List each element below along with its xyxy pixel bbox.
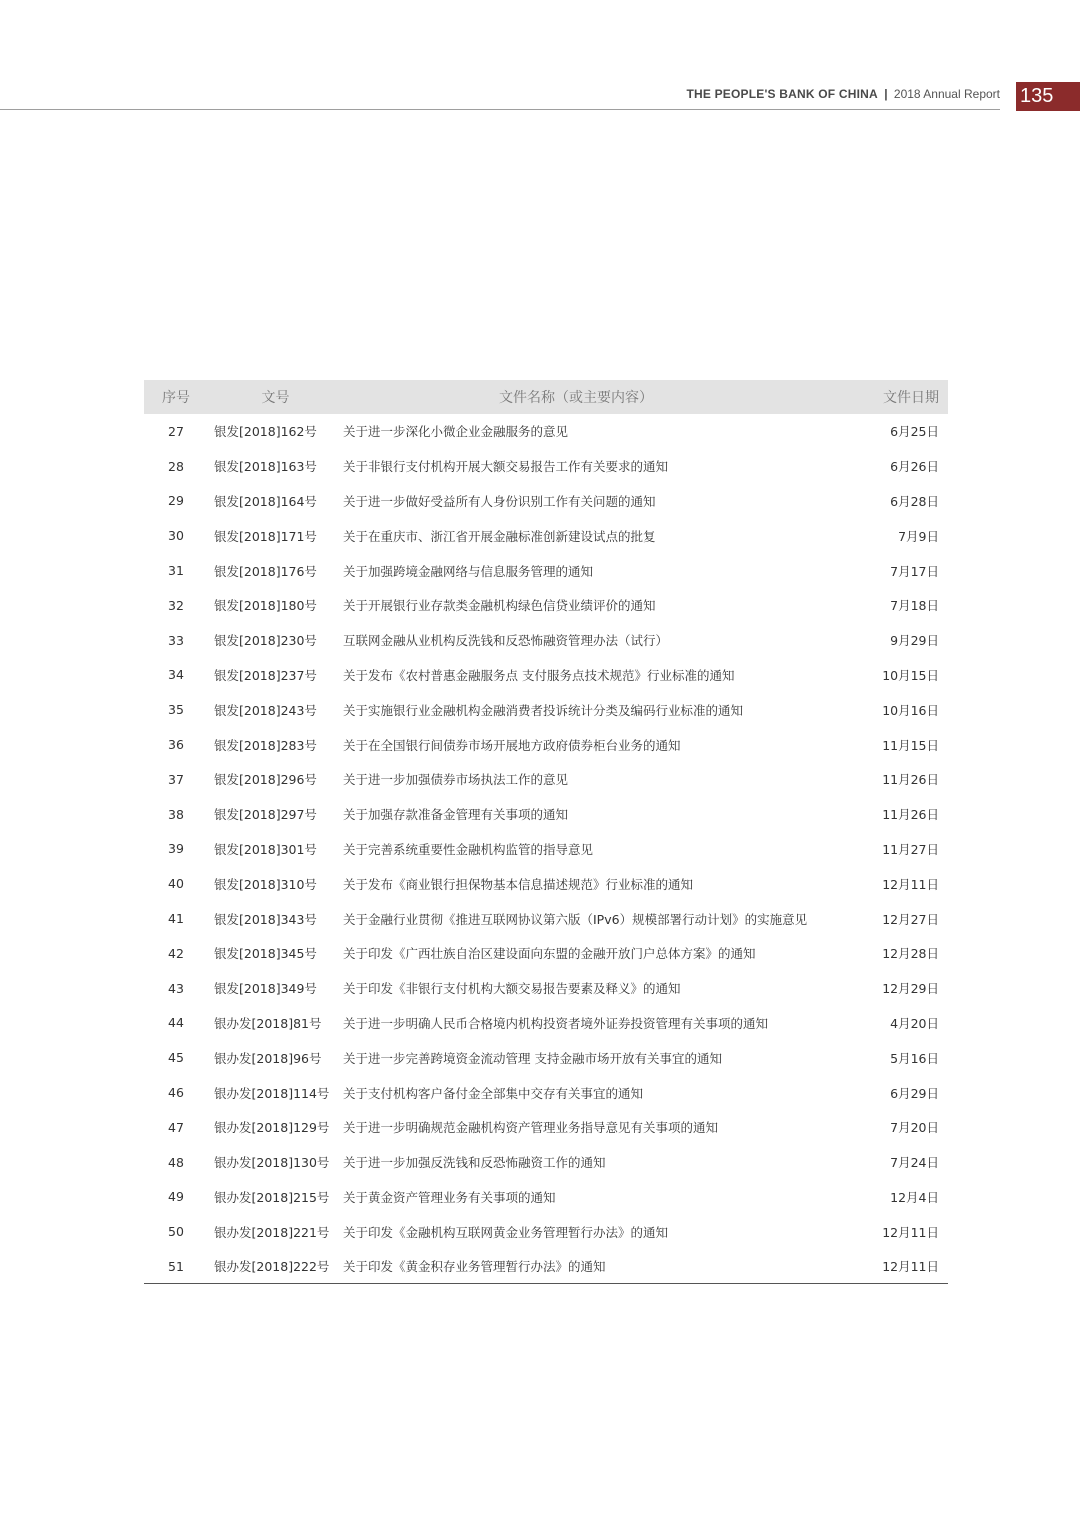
- cell-date: 12月11日: [882, 876, 939, 892]
- cell-title: 关于印发《金融机构互联网黄金业务管理暂行办法》的通知: [343, 1224, 669, 1240]
- cell-doc-number: 银发[2018]162号: [214, 424, 317, 440]
- cell-date: 6月28日: [890, 493, 939, 509]
- header-separator: |: [884, 87, 888, 101]
- table-row: [144, 832, 948, 867]
- cell-date: 12月11日: [882, 1259, 939, 1275]
- cell-title: 关于非银行支付机构开展大额交易报告工作有关要求的通知: [343, 459, 669, 475]
- table-header-row: [144, 380, 948, 414]
- cell-doc-number: 银办发[2018]221号: [214, 1224, 330, 1240]
- cell-doc-number: 银发[2018]310号: [214, 876, 317, 892]
- cell-date: 12月27日: [882, 911, 939, 927]
- cell-date: 7月17日: [890, 563, 939, 579]
- cell-doc-number: 银发[2018]230号: [214, 633, 317, 649]
- cell-serial: 47: [168, 1119, 184, 1135]
- cell-serial: 50: [168, 1224, 184, 1240]
- cell-serial: 35: [168, 702, 184, 718]
- cell-serial: 27: [168, 423, 184, 439]
- cell-serial: 28: [168, 458, 184, 474]
- table-row: [144, 1180, 948, 1215]
- cell-serial: 48: [168, 1154, 184, 1170]
- cell-doc-number: 银发[2018]163号: [214, 459, 317, 475]
- cell-doc-number: 银发[2018]176号: [214, 563, 317, 579]
- cell-date: 7月24日: [890, 1155, 939, 1171]
- table-row: [144, 901, 948, 936]
- table-row: [144, 1214, 948, 1249]
- cell-serial: 46: [168, 1085, 184, 1101]
- cell-title: 关于加强存款准备金管理有关事项的通知: [343, 807, 569, 823]
- cell-doc-number: 银发[2018]171号: [214, 528, 317, 544]
- column-header-doc-number: 文号: [261, 390, 290, 406]
- cell-doc-number: 银发[2018]164号: [214, 493, 317, 509]
- cell-title: 关于支付机构客户备付金全部集中交存有关事宜的通知: [343, 1085, 644, 1101]
- cell-title: 关于发布《商业银行担保物基本信息描述规范》行业标准的通知: [343, 876, 694, 892]
- cell-serial: 49: [168, 1189, 184, 1205]
- cell-title: 关于进一步加强债券市场执法工作的意见: [343, 772, 569, 788]
- cell-title: 关于进一步明确规范金融机构资产管理业务指导意见有关事项的通知: [343, 1120, 719, 1136]
- cell-title: 关于实施银行业金融机构金融消费者投诉统计分类及编码行业标准的通知: [343, 702, 744, 718]
- table-row: [144, 1006, 948, 1041]
- cell-serial: 36: [168, 737, 184, 753]
- cell-title: 关于印发《广西壮族自治区建设面向东盟的金融开放门户总体方案》的通知: [343, 946, 756, 962]
- cell-title: 互联网金融从业机构反洗钱和反恐怖融资管理办法（试行）: [343, 633, 669, 649]
- cell-serial: 29: [168, 493, 184, 509]
- table-body: [144, 414, 948, 1284]
- cell-title: 关于发布《农村普惠金融服务点 支付服务点技术规范》行业标准的通知: [343, 667, 735, 683]
- cell-title: 关于金融行业贯彻《推进互联网协议第六版（IPv6）规模部署行动计划》的实施意见: [343, 911, 808, 927]
- cell-doc-number: 银发[2018]343号: [214, 911, 317, 927]
- cell-serial: 40: [168, 876, 184, 892]
- cell-title: 关于进一步明确人民币合格境内机构投资者境外证券投资管理有关事项的通知: [343, 1015, 769, 1031]
- header-divider: [0, 109, 1000, 110]
- cell-date: 12月28日: [882, 946, 939, 962]
- cell-serial: 42: [168, 945, 184, 961]
- cell-doc-number: 银发[2018]349号: [214, 981, 317, 997]
- table-row: [144, 553, 948, 588]
- table-row: [144, 866, 948, 901]
- cell-doc-number: 银办发[2018]129号: [214, 1120, 330, 1136]
- table-row: [144, 588, 948, 623]
- table-row: [144, 692, 948, 727]
- cell-doc-number: 银办发[2018]81号: [214, 1015, 322, 1031]
- cell-title: 关于进一步做好受益所有人身份识别工作有关问题的通知: [343, 493, 656, 509]
- cell-doc-number: 银发[2018]345号: [214, 946, 317, 962]
- cell-serial: 38: [168, 806, 184, 822]
- cell-serial: 33: [168, 632, 184, 648]
- table-row: [144, 1040, 948, 1075]
- cell-title: 关于印发《非银行支付机构大额交易报告要素及释义》的通知: [343, 981, 681, 997]
- cell-serial: 37: [168, 771, 184, 787]
- page-number: 135: [1016, 82, 1080, 111]
- cell-doc-number: 银办发[2018]130号: [214, 1155, 330, 1171]
- header-report: 2018 Annual Report: [893, 87, 1000, 101]
- column-header-serial: 序号: [162, 390, 190, 406]
- cell-title: 关于进一步加强反洗钱和反恐怖融资工作的通知: [343, 1155, 606, 1171]
- cell-title: 关于印发《黄金积存业务管理暂行办法》的通知: [343, 1259, 606, 1275]
- cell-date: 4月20日: [890, 1015, 939, 1031]
- cell-title: 关于进一步深化小微企业金融服务的意见: [343, 424, 569, 440]
- table-row: [144, 797, 948, 832]
- cell-title: 关于在全国银行间债券市场开展地方政府债券柜台业务的通知: [343, 737, 681, 753]
- table-row: [144, 762, 948, 797]
- cell-doc-number: 银办发[2018]222号: [214, 1259, 330, 1275]
- table-row: [144, 936, 948, 971]
- cell-date: 10月15日: [882, 667, 939, 683]
- cell-serial: 51: [168, 1258, 184, 1274]
- documents-table: [144, 380, 948, 1284]
- cell-serial: 41: [168, 911, 184, 927]
- cell-serial: 31: [168, 563, 184, 579]
- cell-serial: 32: [168, 597, 184, 613]
- table-header: [144, 380, 948, 414]
- table-row: [144, 971, 948, 1006]
- cell-date: 7月20日: [890, 1120, 939, 1136]
- cell-date: 11月26日: [882, 772, 939, 788]
- cell-date: 11月26日: [882, 807, 939, 823]
- column-header-date: 文件日期: [883, 390, 939, 406]
- table-row: [144, 623, 948, 658]
- cell-serial: 45: [168, 1050, 184, 1066]
- cell-title: 关于完善系统重要性金融机构监管的指导意见: [343, 841, 594, 857]
- cell-date: 6月29日: [890, 1085, 939, 1101]
- cell-date: 6月26日: [890, 459, 939, 475]
- cell-title: 关于黄金资产管理业务有关事项的通知: [343, 1189, 556, 1205]
- cell-doc-number: 银发[2018]283号: [214, 737, 317, 753]
- cell-doc-number: 银发[2018]243号: [214, 702, 317, 718]
- cell-doc-number: 银发[2018]296号: [214, 772, 317, 788]
- cell-date: 7月18日: [890, 598, 939, 614]
- table-row: [144, 1249, 948, 1284]
- header-title: [686, 87, 1000, 101]
- cell-serial: 44: [168, 1015, 184, 1031]
- cell-doc-number: 银办发[2018]96号: [214, 1050, 322, 1066]
- table-row: [144, 484, 948, 519]
- cell-date: 10月16日: [882, 702, 939, 718]
- table-row: [144, 727, 948, 762]
- table-row: [144, 1075, 948, 1110]
- cell-doc-number: 银发[2018]237号: [214, 667, 317, 683]
- cell-serial: 30: [168, 528, 184, 544]
- cell-title: 关于在重庆市、浙江省开展金融标准创新建设试点的批复: [343, 528, 656, 544]
- cell-serial: 34: [168, 667, 184, 683]
- cell-doc-number: 银发[2018]180号: [214, 598, 317, 614]
- cell-date: 12月11日: [882, 1224, 939, 1240]
- cell-doc-number: 银发[2018]297号: [214, 807, 317, 823]
- cell-doc-number: 银办发[2018]215号: [214, 1189, 330, 1205]
- cell-date: 11月15日: [882, 737, 939, 753]
- cell-serial: 43: [168, 980, 184, 996]
- cell-serial: 39: [168, 841, 184, 857]
- column-header-title: 文件名称（或主要内容）: [499, 390, 653, 406]
- cell-date: 11月27日: [882, 841, 939, 857]
- cell-date: 6月25日: [890, 424, 939, 440]
- table-row: [144, 1145, 948, 1180]
- cell-date: 9月29日: [890, 633, 939, 649]
- cell-title: 关于加强跨境金融网络与信息服务管理的通知: [343, 563, 594, 579]
- header-org: THE PEOPLE'S BANK OF CHINA: [686, 87, 878, 101]
- cell-doc-number: 银办发[2018]114号: [214, 1085, 330, 1101]
- table-row: [144, 1110, 948, 1145]
- table-row: [144, 518, 948, 553]
- table-row: [144, 414, 948, 449]
- cell-date: 5月16日: [890, 1050, 939, 1066]
- table-row: [144, 449, 948, 484]
- cell-doc-number: 银发[2018]301号: [214, 841, 317, 857]
- cell-date: 12月4日: [890, 1189, 939, 1205]
- table-row: [144, 658, 948, 693]
- cell-title: 关于进一步完善跨境资金流动管理 支持金融市场开放有关事宜的通知: [343, 1050, 722, 1066]
- cell-date: 12月29日: [882, 981, 939, 997]
- cell-title: 关于开展银行业存款类金融机构绿色信贷业绩评价的通知: [343, 598, 656, 614]
- cell-date: 7月9日: [898, 528, 939, 544]
